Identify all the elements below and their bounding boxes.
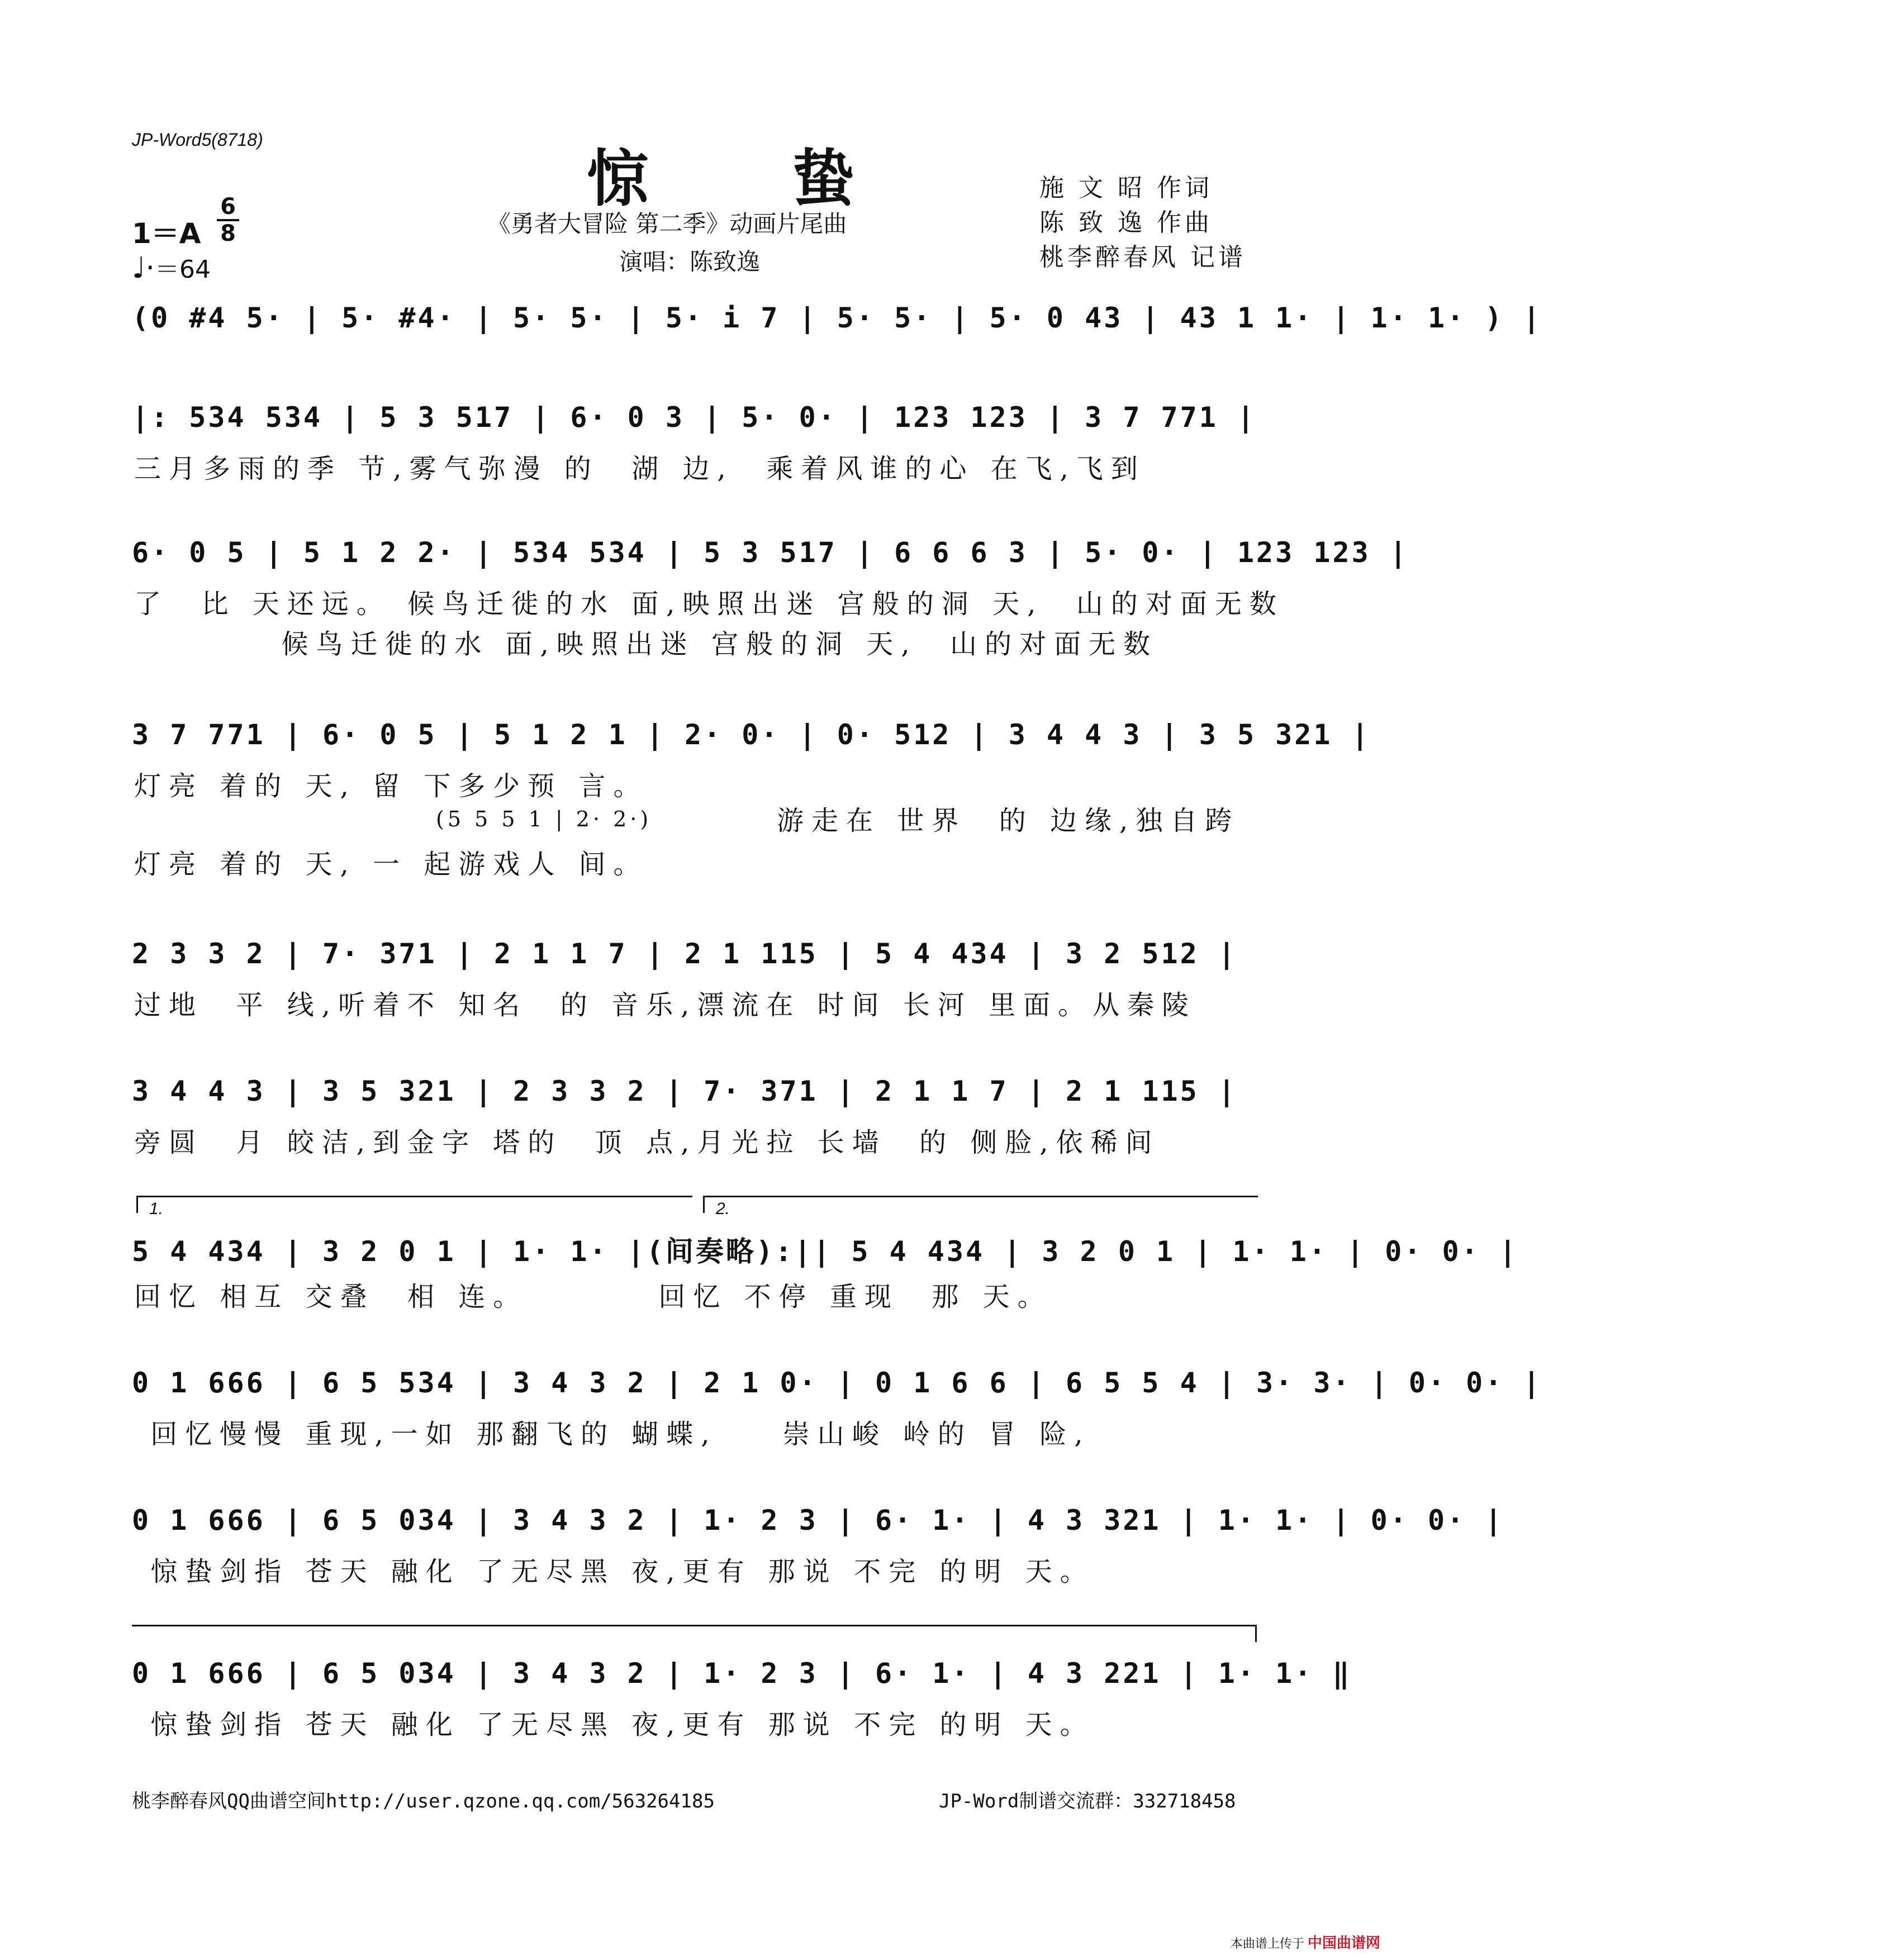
- key-signature: 1＝A: [132, 217, 201, 250]
- system-0-notes: (0 #4 5· | 5· #4· | 5· 5· | 5· i 7 | 5· 5· | 5· 0 43 | 43 1 1· | 1· 1· ) |: [132, 302, 1542, 334]
- system-2-lyric-2: 候鸟迁徙的水 面,映照出迷 宫般的洞 天, 山的对面无数: [134, 629, 1158, 660]
- song-subtitle: 《勇者大冒险 第二季》动画片尾曲: [487, 210, 847, 237]
- system-3-lyric-2: 灯亮 着的 天, 一 起游戏人 间。: [134, 849, 648, 880]
- upload-notice: [1231, 1932, 1380, 1952]
- system-3-lyric-side: 游走在 世界 的 边缘,独自跨: [777, 805, 1240, 836]
- system-5-notes: 3 4 4 3 | 3 5 321 | 2 3 3 2 | 7· 371 | 2 1 1 7 | 2 1 115 |: [132, 1075, 1237, 1107]
- system-3-interlude: (5 5 5 1 | 2· 2·): [436, 807, 652, 831]
- system-2-notes: 6· 0 5 | 5 1 2 2· | 534 534 | 5 3 517 | 6 6 6 3 | 5· 0· | 123 123 |: [132, 536, 1409, 569]
- transcriber-credit: 桃李醉春风 记谱: [1039, 243, 1246, 272]
- system-9-notes: 0 1 666 | 6 5 034 | 3 4 3 2 | 1· 2 3 | 6· 1· | 4 3 221 | 1· 1· ‖: [132, 1657, 1352, 1690]
- system-6-lyric: 回忆 相互 交叠 相 连。 回忆 不停 重现 那 天。: [134, 1281, 1052, 1312]
- system-3-lyric-1: 灯亮 着的 天, 留 下多少预 言。: [134, 770, 648, 802]
- volta-2-bracket: [703, 1196, 1258, 1218]
- footer-right: JP-Word制谱交流群：332718458: [939, 1790, 1236, 1812]
- system-4-notes: 2 3 3 2 | 7· 371 | 2 1 1 7 | 2 1 115 | 5 4 434 | 3 2 512 |: [132, 938, 1237, 970]
- software-label: JP-Word5(8718): [132, 130, 263, 150]
- singer-credit: 演唱：陈致逸: [619, 248, 761, 275]
- system-4-lyric: 过地 平 线,听着不 知名 的 音乐,漂流在 时间 长河 里面。从秦陵: [134, 989, 1197, 1021]
- upload-text: 本曲谱上传于: [1230, 1937, 1304, 1951]
- ending-bracket: [132, 1625, 1257, 1642]
- system-7-notes: 0 1 666 | 6 5 534 | 3 4 3 2 | 2 1 0· | 0 1 6 6 | 6 5 5 4 | 3· 3· | 0· 0· |: [132, 1367, 1542, 1399]
- system-8-lyric: 惊蛰剑指 苍天 融化 了无尽黑 夜,更有 那说 不完 的明 天。: [134, 1556, 1095, 1587]
- system-6-notes: 5 4 434 | 3 2 0 1 | 1· 1· |(间奏略):|| 5 4 434 | 3 2 0 1 | 1· 1· | 0· 0· |: [132, 1235, 1518, 1268]
- system-3-notes: 3 7 771 | 6· 0 5 | 5 1 2 1 | 2· 0· | 0· 512 | 3 4 4 3 | 3 5 321 |: [132, 719, 1371, 751]
- volta-1-bracket: [136, 1196, 692, 1218]
- time-signature-top: 6: [220, 194, 236, 220]
- system-1-notes: |: 534 534 | 5 3 517 | 6· 0 3 | 5· 0· | 123 123 | 3 7 771 |: [132, 401, 1257, 434]
- time-signature-bottom: 8: [220, 221, 236, 246]
- tempo-marking: [132, 249, 211, 285]
- composer-credit: 陈 致 逸 作曲: [1039, 208, 1213, 237]
- site-logo: 中国曲谱网: [1307, 1934, 1380, 1951]
- tempo-value: ＝64: [155, 255, 211, 284]
- time-signature: [217, 196, 239, 245]
- volta-1-label: 1.: [149, 1200, 164, 1218]
- footer-left: 桃李醉春风QQ曲谱空间http://user.qzone.qq.com/563264185: [132, 1790, 715, 1812]
- system-9-lyric: 惊蛰剑指 苍天 融化 了无尽黑 夜,更有 那说 不完 的明 天。: [134, 1709, 1095, 1740]
- system-1-lyric: 三月多雨的季 节,雾气弥漫 的 湖 边, 乘着风谁的心 在飞,飞到: [134, 453, 1146, 484]
- system-7-lyric: 回忆慢慢 重现,一如 那翻飞的 蝴蝶, 崇山峻 岭的 冒 险,: [134, 1419, 1091, 1450]
- lyricist-credit: 施 文 昭 作词: [1039, 174, 1213, 202]
- system-2-lyric-1: 了 比 天还远。 候鸟迁徙的水 面,映照出迷 宫般的洞 天, 山的对面无数: [134, 588, 1284, 620]
- dotted-quarter-note-icon: ♩·: [132, 251, 155, 285]
- song-title: 惊 蛰: [587, 142, 916, 215]
- volta-2-label: 2.: [716, 1200, 730, 1218]
- system-5-lyric: 旁圆 月 皎洁,到金字 塔的 顶 点,月光拉 长墙 的 侧脸,依稀间: [134, 1127, 1160, 1158]
- system-8-notes: 0 1 666 | 6 5 034 | 3 4 3 2 | 1· 2 3 | 6· 1· | 4 3 321 | 1· 1· | 0· 0· |: [132, 1504, 1504, 1536]
